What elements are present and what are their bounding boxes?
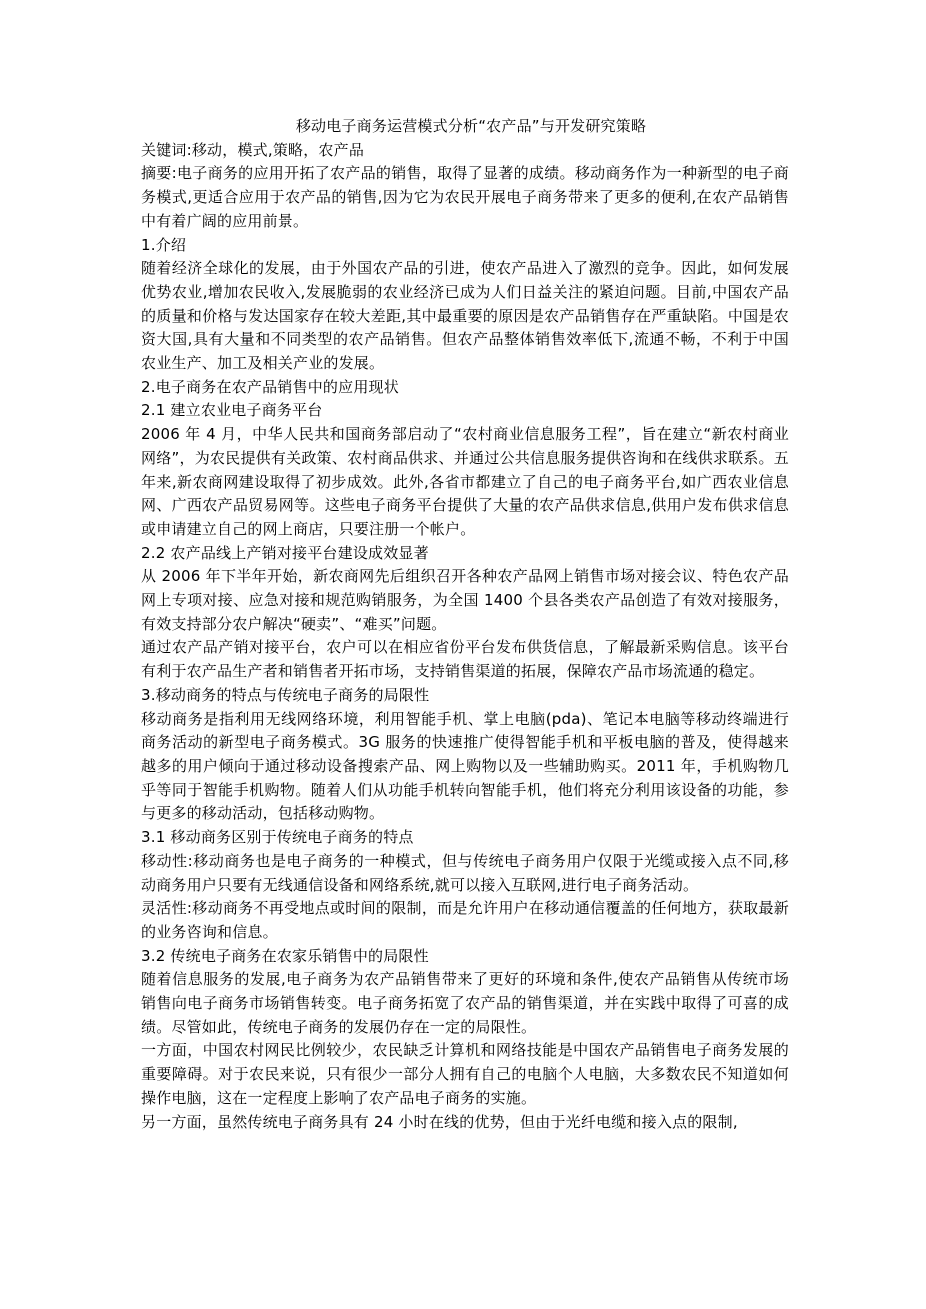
paragraph: 移动商务是指利用无线网络环境，利用智能手机、掌上电脑(pda)、笔记本电脑等移动终端进行商务活动的新型电子商务模式。3G 服务的快速推广使得智能手机和平板电脑的普及，使得越来越多的用户倾向于通过移动设备搜索产品、网上购物以及一些辅助购买。2011 年，手机购物几乎等同于智能手机购物。随着人们从功能手机转向智能手机，他们将充分利用该设备的功能，参与更多的移动活动，包括移动购物。: [141, 709, 789, 823]
paragraph: 移动性:移动商务也是电子商务的一种模式，但与传统电子商务用户仅限于光缆或接入点不同,移动商务用户只要有无线通信设备和网络系统,就可以接入互联网,进行电子商务活动。: [141, 851, 789, 894]
section-heading: 2.2 农产品线上产销对接平台建设成效显著: [141, 543, 429, 562]
section-heading: 3.2 传统电子商务在农家乐销售中的局限性: [141, 946, 429, 965]
section-heading: 3.移动商务的特点与传统电子商务的局限性: [141, 685, 430, 704]
document-page: [141, 115, 789, 1134]
paragraph: 摘要:电子商务的应用开拓了农产品的销售，取得了显著的成绩。移动商务作为一种新型的电子商务模式,更适合应用于农产品的销售,因为它为农民开展电子商务带来了更多的便利,在农产品销售中有着广阔的应用前景。: [141, 164, 789, 230]
paragraph: 一方面，中国农村网民比例较少，农民缺乏计算机和网络技能是中国农产品销售电子商务发展的重要障碍。对于农民来说，只有很少一部分人拥有自己的电脑个人电脑，大多数农民不知道如何操作电脑，这在一定程度上影响了农产品电子商务的实施。: [141, 1041, 789, 1107]
paragraph: 随着经济全球化的发展，由于外国农产品的引进，使农产品进入了激烈的竞争。因此，如何发展优势农业,增加农民收入,发展脆弱的农业经济已成为人们日益关注的紧迫问题。目前,中国农产品的质量和价格与发达国家存在较大差距,其中最重要的原因是农产品销售存在严重缺陷。中国是农资大国,具有大量和不同类型的农产品销售。但农产品整体销售效率低下,流通不畅，不利于中国农业生产、加工及相关产业的发展。: [141, 259, 789, 373]
paragraph: 关键词:移动，模式,策略，农产品: [141, 140, 365, 159]
document-title: 移动电子商务运营模式分析“农产品”与开发研究策略: [295, 117, 647, 135]
section-heading: 1.介绍: [141, 235, 187, 254]
paragraph: 通过农产品产销对接平台，农户可以在相应省份平台发布供货信息，了解最新采购信息。该平台有利于农产品生产者和销售者开拓市场，支持销售渠道的拓展，保障农产品市场流通的稳定。: [141, 638, 789, 681]
section-heading: 2.1 建立农业电子商务平台: [141, 401, 323, 420]
paragraph: 另一方面，虽然传统电子商务具有 24 小时在线的优势，但由于光纤电缆和接入点的限制,: [141, 1112, 738, 1131]
document-body: [141, 139, 789, 1135]
section-heading: 2.电子商务在农产品销售中的应用现状: [141, 377, 399, 396]
section-heading: 3.1 移动商务区别于传统电子商务的特点: [141, 828, 414, 847]
paragraph: 灵活性:移动商务不再受地点或时间的限制，而是允许用户在移动通信覆盖的任何地方，获取最新的业务咨询和信息。: [141, 899, 789, 941]
paragraph: 从 2006 年下半年开始，新农商网先后组织召开各种农产品网上销售市场对接会议、特色农产品网上专项对接、应急对接和规范购销服务，为全国 1400 个县各类农产品创造了有效对接服务，有效支持部分农户解决“硬卖”、“难买”问题。: [141, 567, 789, 633]
paragraph: 随着信息服务的发展,电子商务为农产品销售带来了更好的环境和条件,使农产品销售从传统市场销售向电子商务市场销售转变。电子商务拓宽了农产品的销售渠道，并在实践中取得了可喜的成绩。尽管如此，传统电子商务的发展仍存在一定的局限性。: [141, 970, 789, 1036]
paragraph: 2006 年 4 月，中华人民共和国商务部启动了“农村商业信息服务工程”，旨在建立“新农村商业网络”，为农民提供有关政策、农村商品供求、并通过公共信息服务提供咨询和在线供求联系。五年来,新农商网建设取得了初步成效。此外,各省市都建立了自己的电子商务平台,如广西农业信息网、广西农产品贸易网等。这些电子商务平台提供了大量的农产品供求信息,供用户发布供求信息或申请建立自己的网上商店，只要注册一个帐户。: [141, 425, 789, 538]
